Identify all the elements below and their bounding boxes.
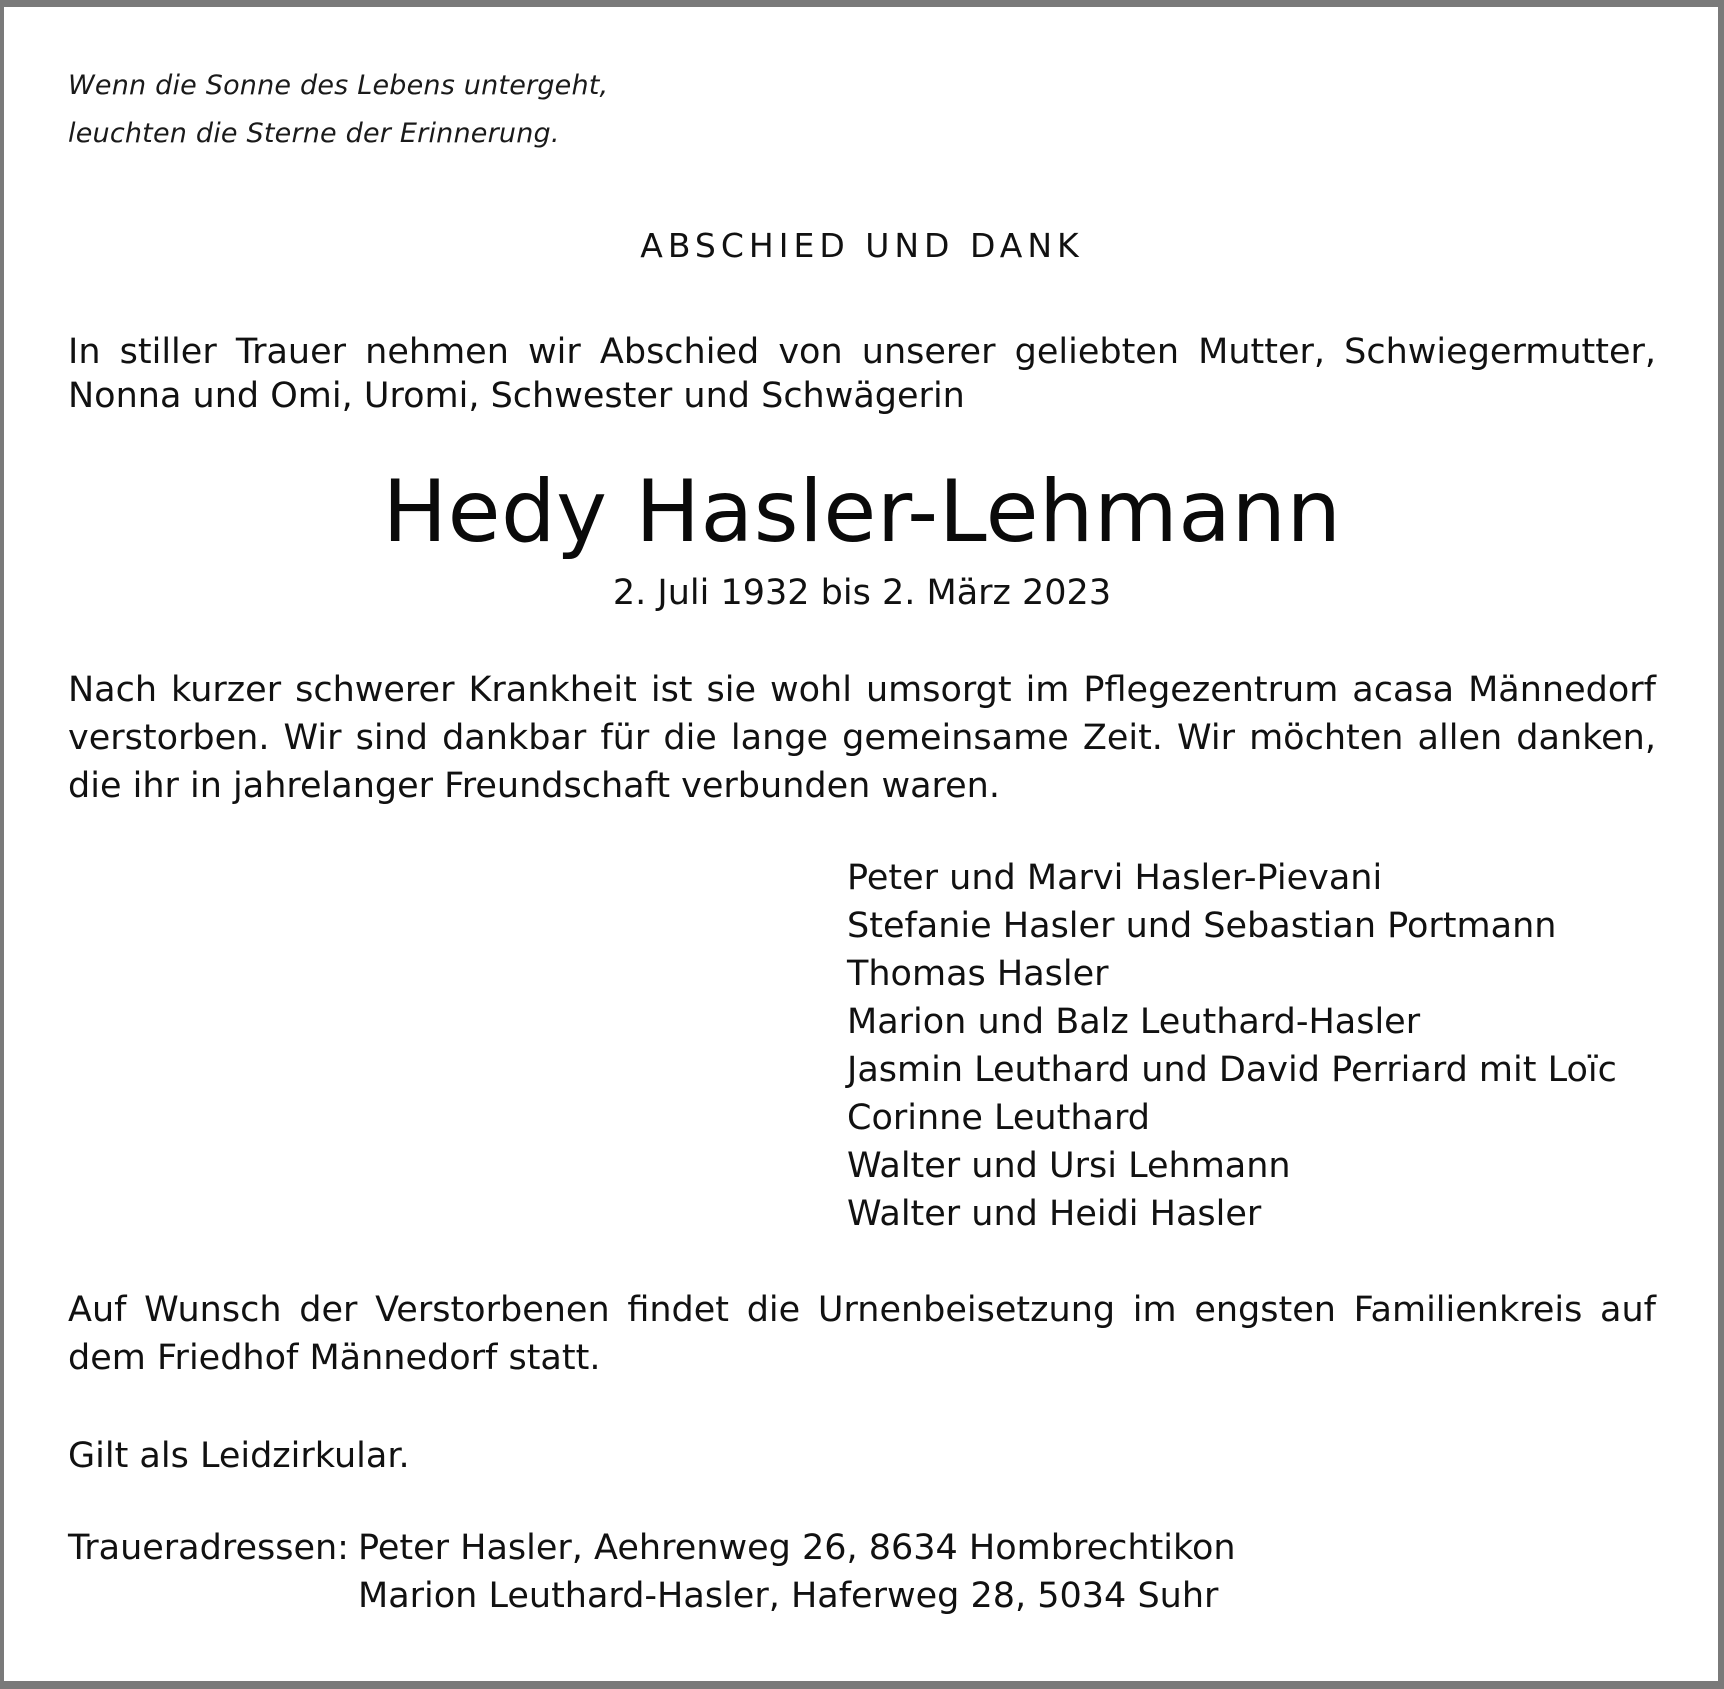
address-entry: Marion Leuthard-Hasler, Haferweg 28, 5034 Suhr — [358, 1576, 1219, 1616]
mourner-entry: Walter und Heidi Hasler — [847, 1194, 1262, 1234]
address-label-spacer — [68, 1572, 358, 1620]
mourner-entry: Jasmin Leuthard und David Perriard mit Loïc — [847, 1050, 1617, 1090]
mourner-entry: Thomas Hasler — [847, 954, 1109, 994]
burial-line: Auf Wunsch der Verstorbenen findet die Urnenbeisetzung im engsten Familienkreis auf — [68, 1290, 1656, 1330]
life-dates: 2. Juli 1932 bis 2. März 2023 — [612, 573, 1112, 613]
address-entry: Peter Hasler, Aehrenweg 26, 8634 Hombrechtikon — [358, 1528, 1236, 1568]
message-paragraph — [68, 666, 1656, 810]
intro-line: Nonna und Omi, Uromi, Schwester und Schwägerin — [68, 376, 965, 416]
message-line: verstorben. Wir sind dankbar für die lange gemeinsame Zeit. Wir möchten allen danken, — [68, 718, 1656, 758]
motto-line: Wenn die Sonne des Lebens untergeht, — [68, 70, 609, 101]
intro-line: In stiller Trauer nehmen wir Abschied von unserer geliebten Mutter, Schwiegermutter, — [68, 332, 1656, 372]
motto-line: leuchten die Sterne der Erinnerung. — [68, 118, 560, 149]
burial-paragraph — [68, 1286, 1656, 1382]
mourner-entry: Peter und Marvi Hasler-Pievani — [847, 858, 1383, 898]
intro-paragraph — [68, 330, 1656, 418]
circular-note: Gilt als Leidzirkular. — [68, 1436, 410, 1476]
mourner-entry: Marion und Balz Leuthard-Hasler — [847, 1002, 1421, 1042]
mourner-entry: Corinne Leuthard — [847, 1098, 1150, 1138]
notice-heading: ABSCHIED UND DANK — [640, 226, 1084, 265]
address-label: Traueradressen: — [68, 1528, 349, 1568]
motto-quote — [68, 62, 608, 158]
address-row — [68, 1524, 1236, 1572]
mourners-list — [847, 854, 1617, 1238]
message-line: Nach kurzer schwerer Krankheit ist sie wohl umsorgt im Pflegezentrum acasa Männedorf — [68, 670, 1656, 710]
mourner-entry: Stefanie Hasler und Sebastian Portmann — [847, 906, 1557, 946]
deceased-name: Hedy Hasler-Lehmann — [382, 462, 1342, 562]
mourning-addresses — [68, 1524, 1236, 1620]
burial-line: dem Friedhof Männedorf statt. — [68, 1338, 601, 1378]
address-row — [68, 1572, 1236, 1620]
mourner-entry: Walter und Ursi Lehmann — [847, 1146, 1291, 1186]
message-line: die ihr in jahrelanger Freundschaft verbunden waren. — [68, 766, 1000, 806]
